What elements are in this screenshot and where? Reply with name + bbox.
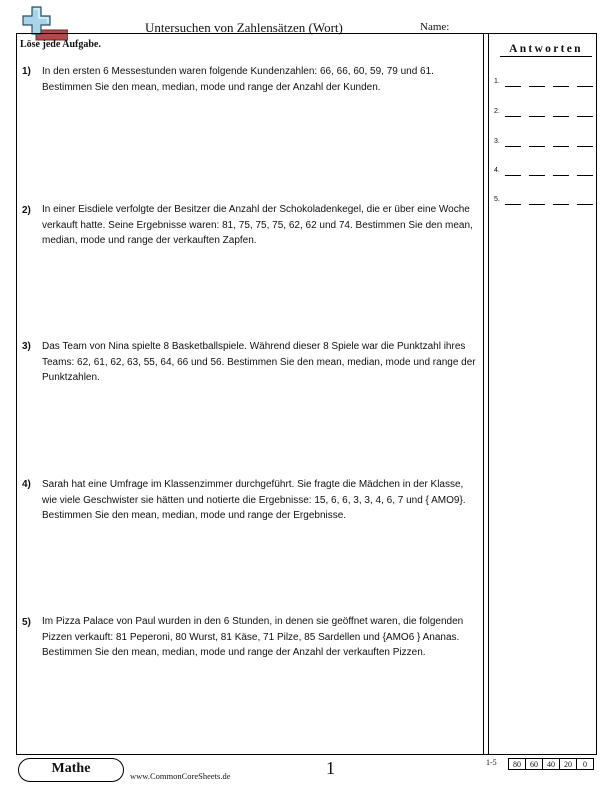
frame-bottom-border: [16, 754, 596, 755]
answer-blank-lines[interactable]: [505, 146, 593, 147]
problem-number: 3): [22, 341, 31, 352]
score-table: [508, 758, 594, 770]
problem-text: In einer Eisdiele verfolgte der Besitzer die Anzahl der Schokoladenkegel, die er über eine Woche verkauft hatte. Seine Ergebnisse waren: 81, 75, 75, 75, 62, 62 und 74. Bestimmen Sie den mean, median, mode und range der verkauften Zapfen.: [42, 204, 473, 246]
answer-blank-lines[interactable]: [505, 204, 593, 205]
answer-blank-lines[interactable]: [505, 175, 593, 176]
answers-title: Antworten: [509, 43, 583, 55]
name-field-label: Name:: [420, 21, 450, 33]
problem-text: In den ersten 6 Messestunden waren folgende Kundenzahlen: 66, 66, 60, 59, 79 und 61. Bestimmen Sie den mean, median, mode und range der Anzahl der Kunden.: [42, 66, 434, 93]
answer-number: 1.: [494, 78, 500, 85]
answer-number: 2.: [494, 108, 500, 115]
header-rule: [16, 33, 596, 34]
page-title: Untersuchen von Zahlensätzen (Wort): [145, 20, 343, 35]
problem-number: 5): [22, 617, 31, 628]
subject-label: Mathe: [51, 761, 91, 776]
answer-number: 3.: [494, 138, 500, 145]
plus-tile-logo-icon: [22, 6, 68, 42]
answer-blank-lines[interactable]: [505, 86, 593, 87]
website-text: www.CommonCoreSheets.de: [130, 771, 231, 781]
problem-number: 1): [22, 66, 31, 77]
problem-text: Sarah hat eine Umfrage im Klassenzimmer durchgeführt. Sie fragte die Mädchen in der Klasse, wie viele Geschwister sie hätten und notierte die Ergebnisse: 15, 6, 6, 3, 3, 4, 6, 7 und { AMO9}. Bestimmen Sie den mean, median, mode und range der Ergebnisse.: [42, 479, 466, 521]
score-cell: 80: [509, 759, 526, 770]
frame-left-border: [16, 33, 17, 755]
problem-text: Das Team von Nina spielte 8 Basketballspiele. Während dieser 8 Spiele war die Punktzahl ihres Teams: 62, 61, 62, 63, 55, 64, 66 und 56. Bestimmen Sie den mean, median, mode und range der Punktzahlen.: [42, 341, 476, 383]
answer-number: 5.: [494, 196, 500, 203]
answer-number: 4.: [494, 167, 500, 174]
score-range-label: 1-5: [486, 758, 497, 767]
problem-text: Im Pizza Palace von Paul wurden in den 6 Stunden, in denen sie geöffnet waren, die folgenden Pizzen verkauft: 81 Peperoni, 80 Wurst, 81 Käse, 71 Pilze, 85 Sardellen und {AMO6 } Ananas. Bestimmen Sie den mean, median, mode und range der Anzahl der verkauften Pizzen.: [42, 616, 464, 658]
score-cell: 60: [526, 759, 543, 770]
score-cell: 0: [577, 759, 594, 770]
answer-column-divider: [483, 33, 489, 754]
score-cell: 20: [560, 759, 577, 770]
problem-number: 4): [22, 479, 31, 490]
problem-number: 2): [22, 205, 31, 216]
answer-blank-lines[interactable]: [505, 116, 593, 117]
instruction-text: Löse jede Aufgabe.: [20, 39, 101, 50]
score-cell: 40: [543, 759, 560, 770]
frame-right-border: [596, 33, 597, 755]
page-number: 1: [326, 758, 335, 778]
answers-title-rule: [500, 56, 592, 57]
